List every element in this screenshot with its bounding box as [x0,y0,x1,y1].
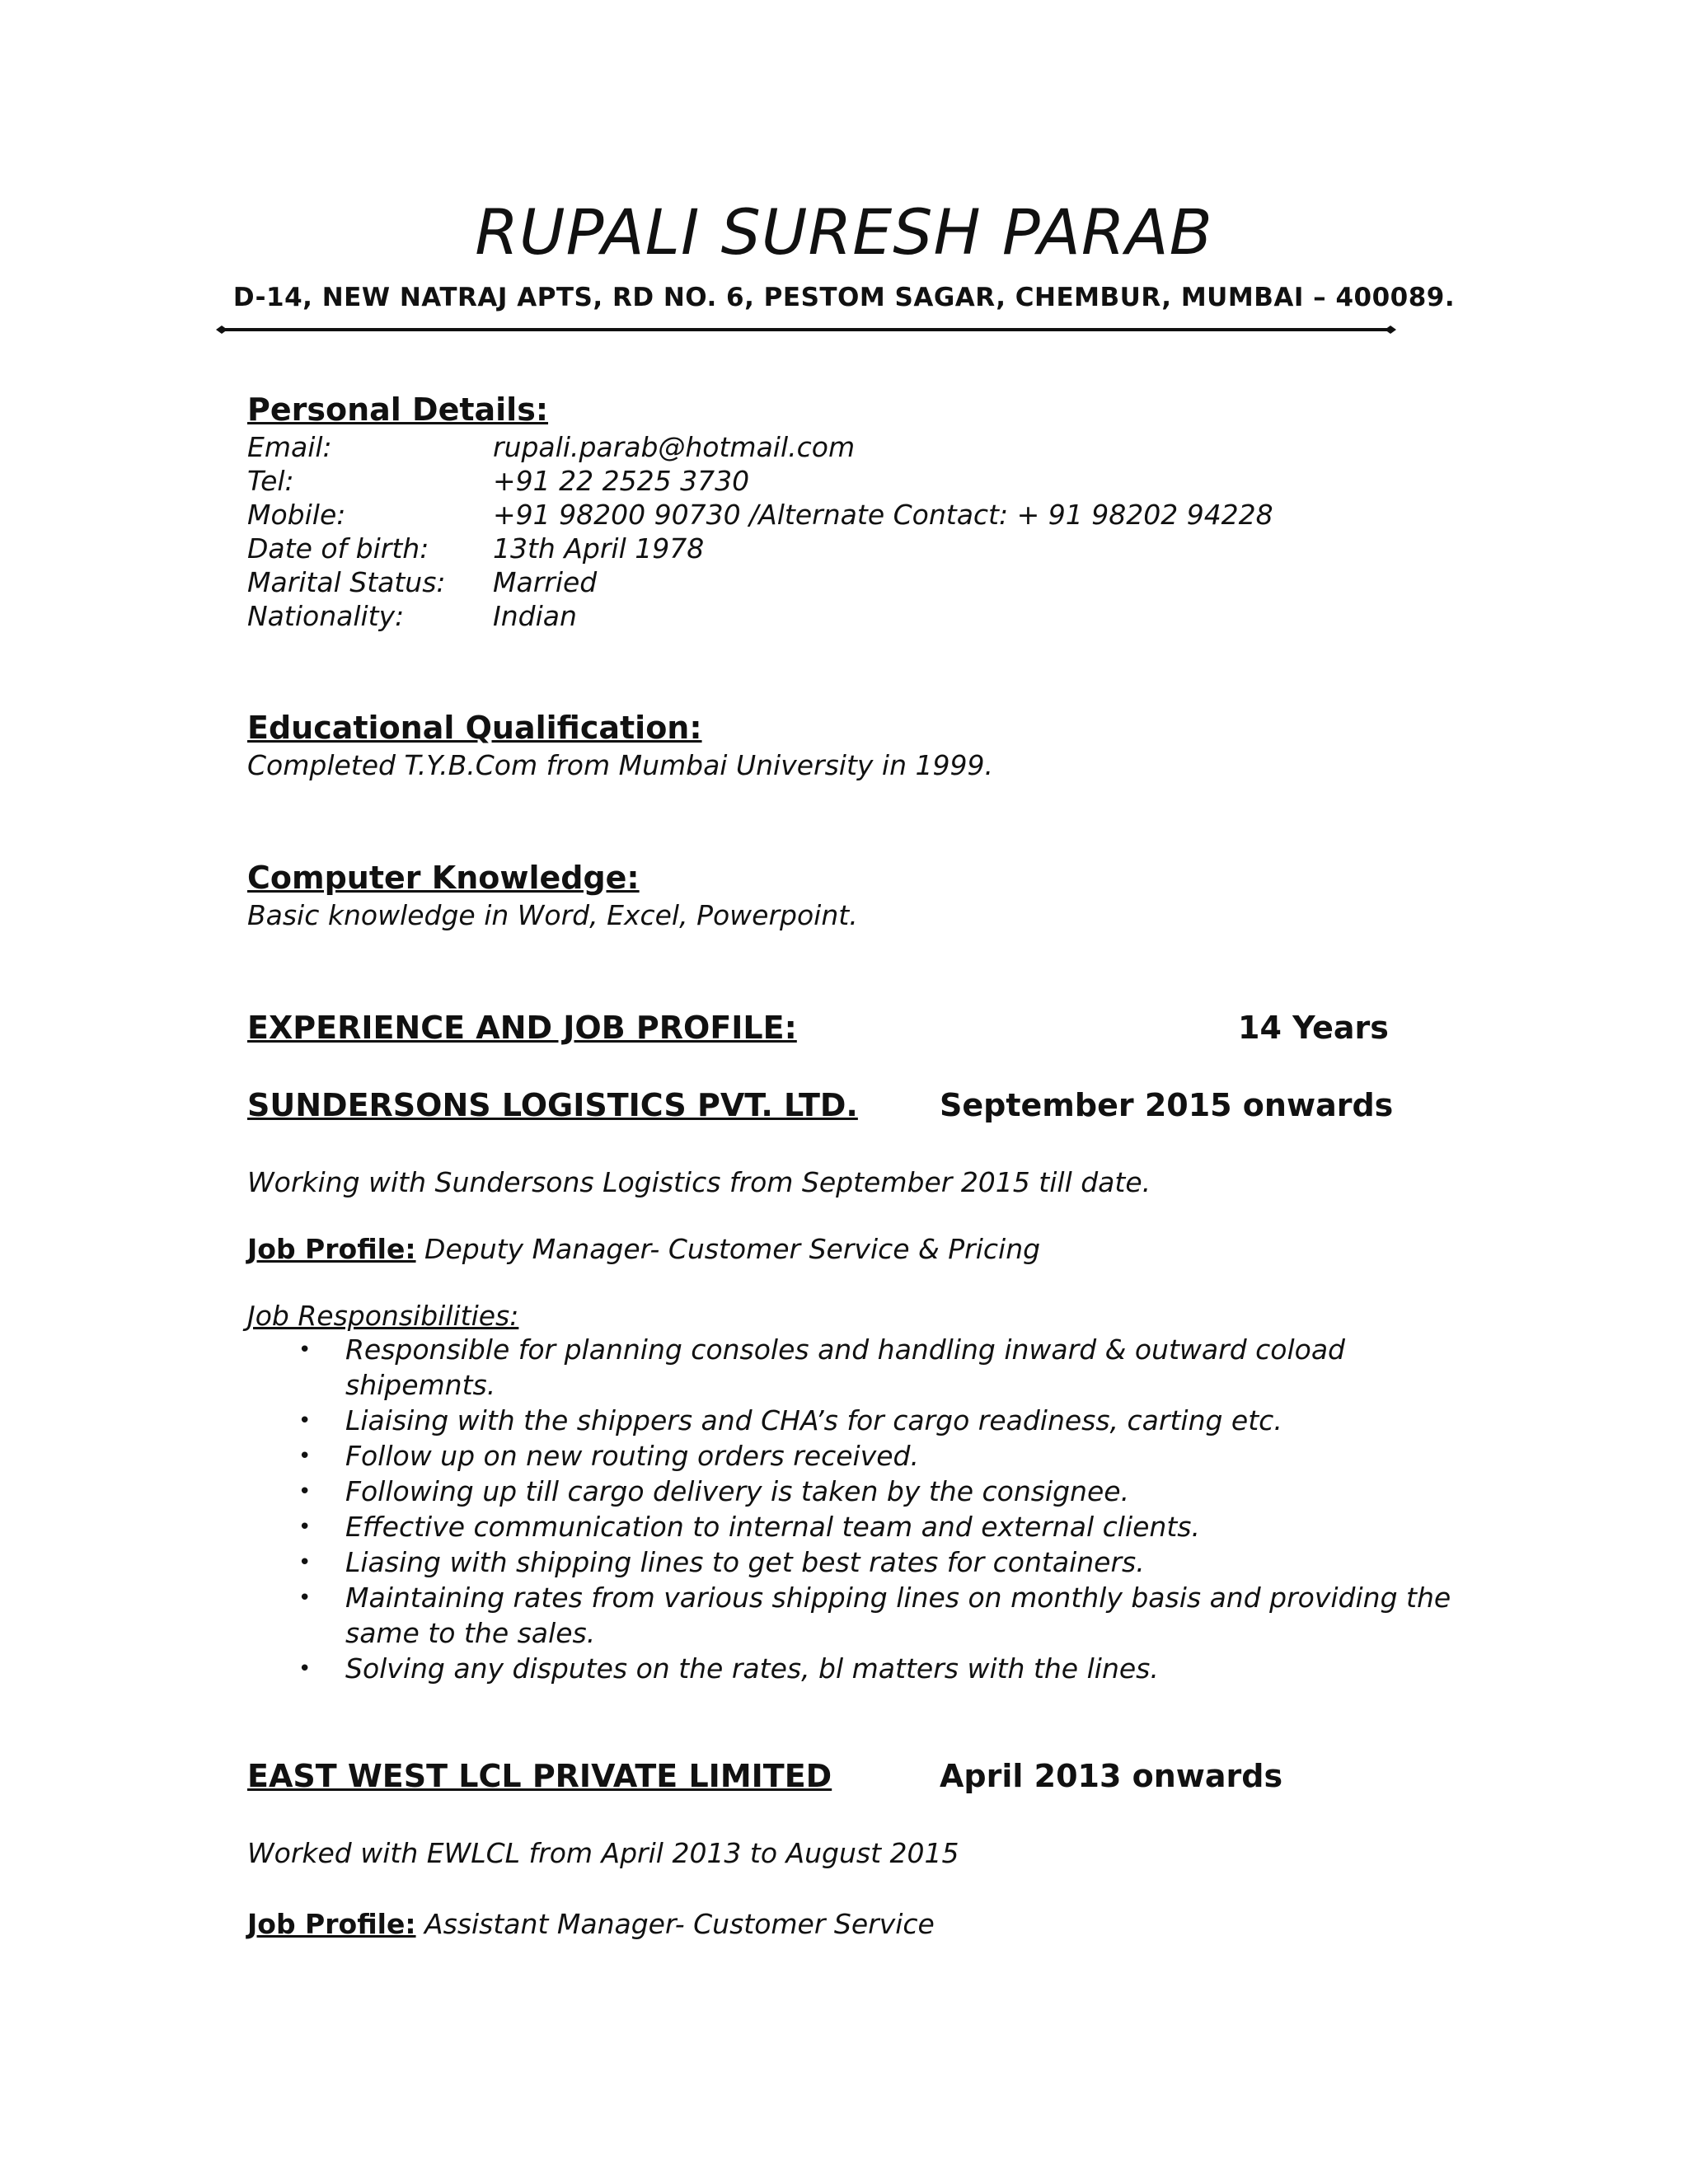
bullet-icon: • [298,1444,312,1469]
job1-summary: Working with Sundersons Logistics from September 2015 till date. [247,1166,1151,1198]
job2-summary: Worked with EWLCL from April 2013 to August 2015 [247,1837,959,1869]
marital-value: Married [493,566,598,598]
job2-profile-line [247,1910,935,1938]
bullet-icon: • [298,1657,312,1681]
job1-responsibilities-label: Job Responsibilities: [247,1300,519,1332]
bullet-icon: • [298,1338,312,1362]
computer-text: Basic knowledge in Word, Excel, Powerpoint. [247,899,858,931]
education-text: Completed T.Y.B.Com from Mumbai University in 1999. [247,749,993,781]
list-item-continuation: shipemnts. [345,1369,496,1401]
list-item: Follow up on new routing orders received. [345,1440,919,1472]
list-item: Effective communication to internal team and external clients. [345,1511,1200,1543]
marital-label: Marital Status: [247,566,446,598]
nationality-value: Indian [493,600,577,632]
list-item: Following up till cargo delivery is taken by the consignee. [345,1475,1130,1507]
dob-value: 13th April 1978 [493,532,705,565]
job1-profile: Deputy Manager- Customer Service & Pricing [424,1233,1041,1265]
list-item: Responsible for planning consoles and handling inward & outward coload [345,1333,1345,1366]
job1-profile-label: Job Profile: [247,1233,416,1265]
job1-company: SUNDERSONS LOGISTICS PVT. LTD. [247,1087,858,1123]
education-heading: Educational Qualification: [247,710,702,746]
mobile-label: Mobile: [247,499,346,531]
job2-period: April 2013 onwards [940,1758,1283,1794]
email-label: Email: [247,431,332,463]
mobile-value: +91 98200 90730 /Alternate Contact: + 91 98202 94228 [493,499,1273,531]
bullet-icon: • [298,1479,312,1504]
tel-label: Tel: [247,465,294,497]
candidate-address: D-14, NEW NATRAJ APTS, RD NO. 6, PESTOM SAGAR, CHEMBUR, MUMBAI – 400089. [232,283,1456,312]
candidate-name: RUPALI SURESH PARAB [475,195,1213,269]
list-item-continuation: same to the sales. [345,1617,596,1649]
job2-profile: Assistant Manager- Customer Service [424,1908,935,1940]
list-item: Solving any disputes on the rates, bl matters with the lines. [345,1652,1159,1685]
job2-company: EAST WEST LCL PRIVATE LIMITED [247,1758,832,1794]
experience-heading: EXPERIENCE AND JOB PROFILE: [247,1010,797,1046]
bullet-icon: • [298,1550,312,1575]
computer-heading: Computer Knowledge: [247,860,640,896]
header-divider [216,325,1396,335]
list-item: Liaising with the shippers and CHA’s for cargo readiness, carting etc. [345,1404,1282,1436]
job1-profile-line [247,1235,1040,1263]
job1-period: September 2015 onwards [940,1087,1394,1123]
list-item: Liasing with shipping lines to get best rates for containers. [345,1546,1145,1578]
personal-details-heading: Personal Details: [247,391,549,428]
tel-value: +91 22 2525 3730 [493,465,750,497]
email-value: rupali.parab@hotmail.com [493,431,856,463]
bullet-icon: • [298,1586,312,1610]
nationality-label: Nationality: [247,600,405,632]
list-item: Maintaining rates from various shipping lines on monthly basis and providing the [345,1582,1451,1614]
bullet-icon: • [298,1408,312,1433]
job2-profile-label: Job Profile: [247,1908,416,1940]
experience-total: 14 Years [1238,1010,1389,1046]
bullet-icon: • [298,1515,312,1540]
dob-label: Date of birth: [247,532,429,565]
